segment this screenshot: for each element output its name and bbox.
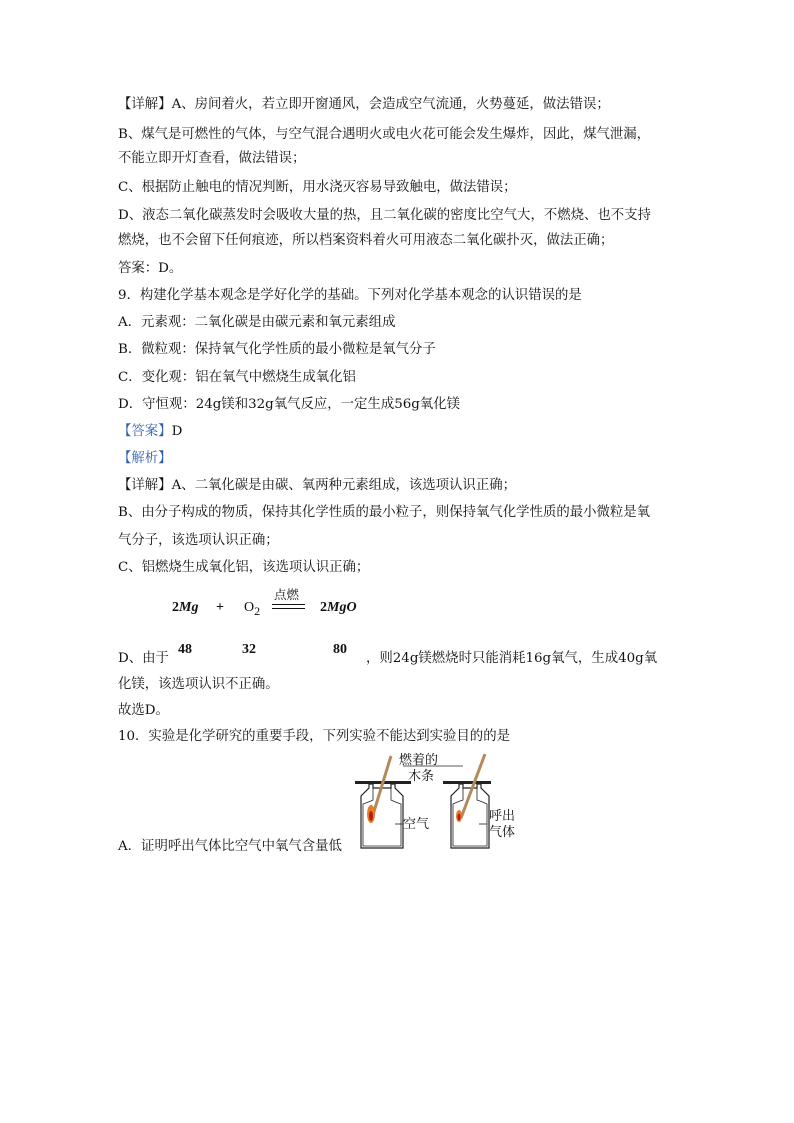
label-stick-1: 燃着的	[399, 753, 439, 768]
q10-option-a: A．证明呼出气体比空气中氧气含量低	[118, 839, 342, 854]
option-d: D．守恒观：24g镁和32g氧气反应，一定生成56g氧化镁	[118, 397, 460, 412]
answer-label: 【答案】	[118, 424, 172, 439]
text-line: 故选D。	[118, 703, 169, 718]
answer-line: 【答案】D	[118, 424, 183, 439]
mass-mgo: 80	[333, 642, 347, 657]
mass-suffix: ，则24g镁燃烧时只能消耗16g氧气，生成40g氧	[366, 651, 658, 666]
mass-mg: 48	[178, 642, 192, 657]
text-line: D、液态二氧化碳蒸发时会吸收大量的热，且二氧化碳的密度比空气大，不燃烧、也不支持	[118, 208, 651, 223]
text-line: 不能立即开灯查看，做法错误；	[118, 151, 306, 166]
text-line: C、根据防止触电的情况判断，用水浇灭容易导致触电，做法错误；	[118, 180, 517, 195]
experiment-figure	[355, 752, 535, 857]
label-air: 空气	[403, 817, 430, 832]
label-exhaled-2: 气体	[489, 825, 516, 840]
option-a: A．元素观：二氧化碳是由碳元素和氧元素组成	[118, 315, 396, 330]
text-line: 燃烧，也不会留下任何痕迹，所以档案资料着火可用液态二氧化碳扑灭，做法正确；	[118, 233, 614, 248]
text-line: 化镁，该选项认识不正确。	[118, 677, 279, 692]
mass-o2: 32	[242, 642, 256, 657]
text-line: B、由分子构成的物质，保持其化学性质的最小粒子，则保持氧气化学性质的最小微粒是氧	[118, 505, 651, 520]
equals-line-bottom	[272, 608, 305, 609]
equals-line-top	[272, 604, 305, 605]
mass-prefix: D、由于	[118, 651, 169, 666]
label-stick-2: 木条	[408, 769, 435, 784]
text-line: 气分子，该选项认识正确；	[118, 533, 279, 548]
exhaled-bottle	[443, 781, 491, 848]
question-9: 9．构建化学基本观念是学好化学的基础。下列对化学基本观念的认识错误的是	[118, 288, 582, 303]
text-line: 【详解】A、二氧化碳是由碳、氧两种元素组成，该选项认识正确；	[118, 478, 516, 493]
analysis-line	[118, 450, 172, 468]
text-line: C、铝燃烧生成氧化铝，该选项认识正确；	[118, 560, 370, 575]
reaction-condition: 点燃	[274, 587, 300, 602]
option-c: C．变化观：铝在氧气中燃烧生成氧化铝	[118, 370, 356, 385]
air-bottle	[355, 781, 411, 848]
analysis-label: 【解析】	[118, 451, 172, 466]
label-exhaled-1: 呼出	[489, 809, 516, 824]
detail-label: 【详解】	[118, 97, 172, 112]
option-b: B．微粒观：保持氧气化学性质的最小微粒是氧气分子	[118, 342, 436, 357]
question-10: 10．实验是化学研究的重要手段，下列实验不能达到实验目的的是	[118, 729, 510, 744]
burning-stick-left	[367, 756, 391, 823]
text-line: 答案：D。	[118, 261, 183, 276]
detail-label: 【详解】	[118, 478, 172, 493]
text-line: B、煤气是可燃性的气体，与空气混合遇明火或电火花可能会发生爆炸，因此，煤气泄漏，	[118, 127, 651, 142]
text-line: 【详解】A、房间着火，若立即开窗通风，会造成空气流通，火势蔓延，做法错误；	[118, 97, 610, 112]
